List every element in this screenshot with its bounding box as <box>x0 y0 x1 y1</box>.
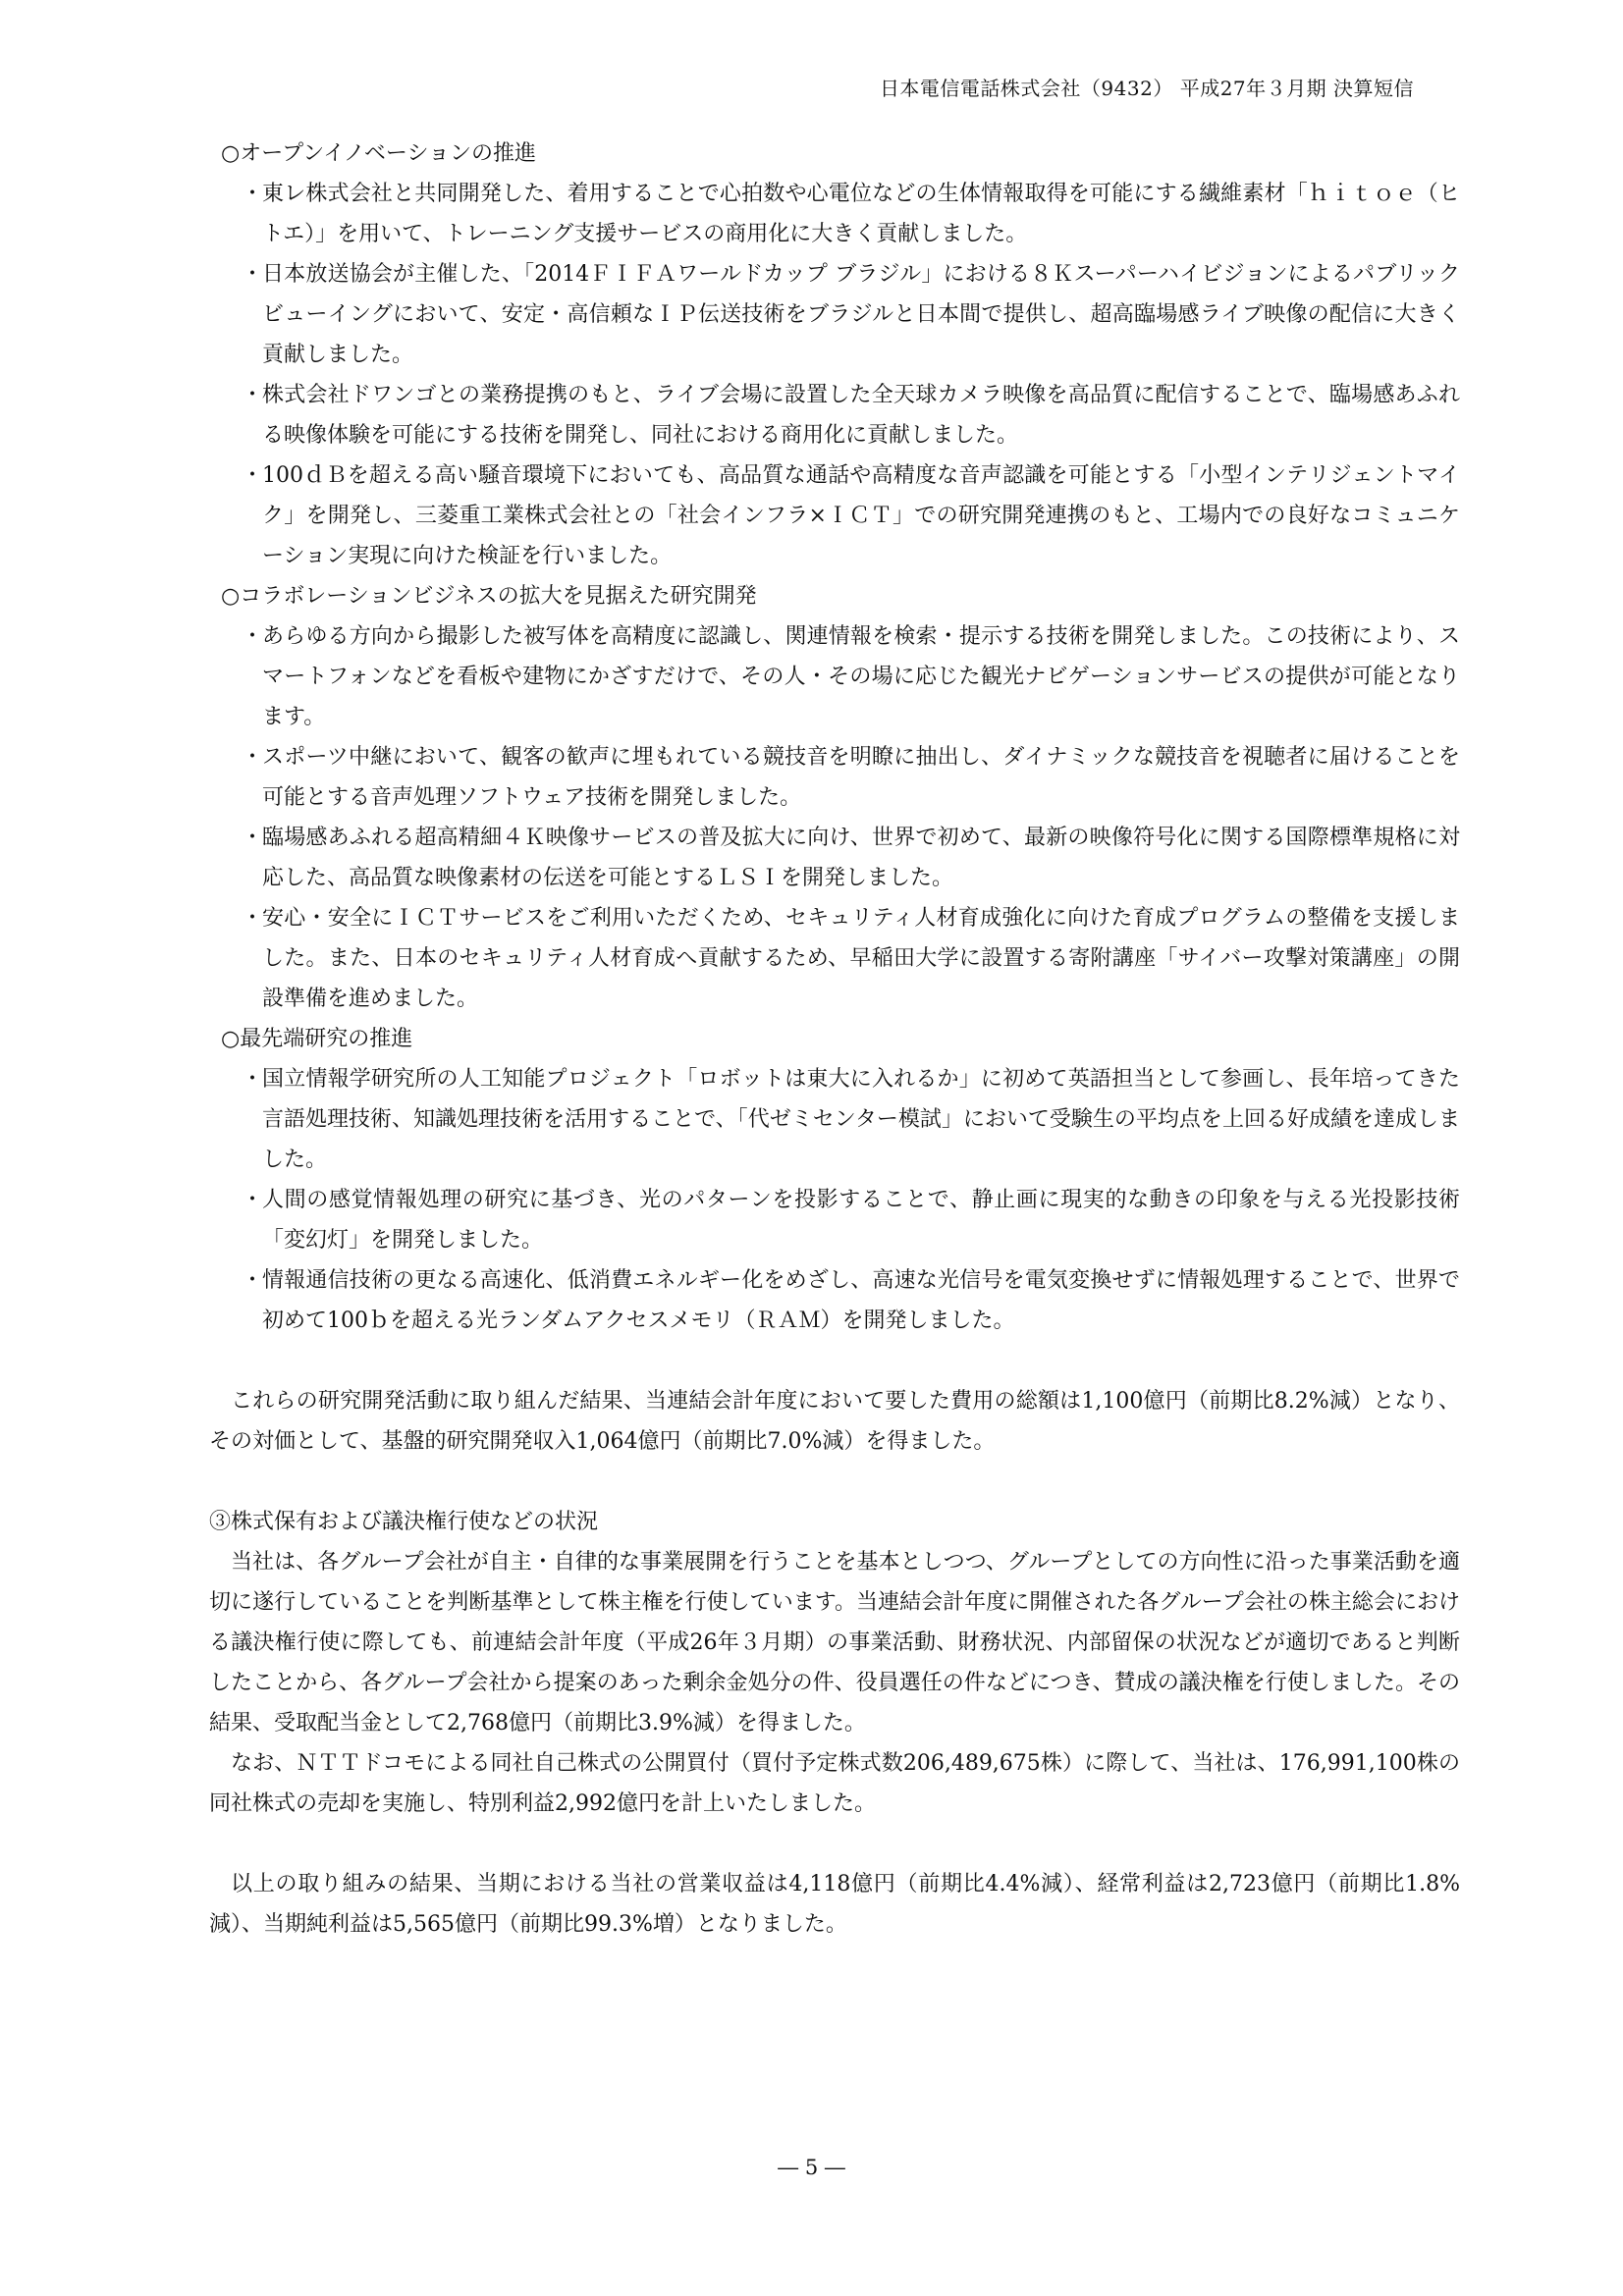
bullet-item: ・ 情報通信技術の更なる高速化、低消費エネルギー化をめざし、高速な光信号を電気変換せずに情報処理することで、世界で初めて100ｂを超える光ランダムアクセスメモリ（ＲＡＭ）を開発しました。 <box>209 1260 1460 1341</box>
page-header: 日本電信電話株式会社（9432） 平成27年３月期 決算短信 <box>879 77 1414 100</box>
section-collaboration-business <box>209 576 1460 1019</box>
shareholding-title: ③株式保有および議決権行使などの状況 <box>209 1510 599 1534</box>
section-heading: ○オープンイノベーションの推進 <box>221 141 537 166</box>
rd-summary-paragraph: これらの研究開発活動に取り組んだ結果、当連結会計年度において要した費用の総額は1,100億円（前期比8.2%減）となり、その対価として、基盤的研究開発収入1,064億円（前期比7.0%減）を得ました。 <box>209 1389 1460 1454</box>
page-number: ― 5 ― <box>778 2156 845 2179</box>
bullet-item: ・ 東レ株式会社と共同開発した、着用することで心拍数や心電位などの生体情報取得を可能にする繊維素材「ｈｉｔｏｅ（ヒトエ）」を用いて、トレーニング支援サービスの商用化に大きく貢献しました。 <box>209 174 1460 254</box>
results-paragraph: 以上の取り組みの結果、当期における当社の営業収益は4,118億円（前期比4.4%減）、経常利益は2,723億円（前期比1.8%減）、当期純利益は5,565億円（前期比99.3%増）となりました。 <box>209 1872 1460 1937</box>
page-content <box>209 133 1460 1945</box>
spacer <box>209 1824 1460 1864</box>
spacer <box>209 1462 1460 1502</box>
section-heading: ○最先端研究の推進 <box>221 1027 413 1051</box>
bullet-item: ・ 臨場感あふれる超高精細４Ｋ映像サービスの普及拡大に向け、世界で初めて、最新の映像符号化に関する国際標準規格に対応した、高品質な映像素材の伝送を可能とするＬＳＩを開発しました。 <box>209 818 1460 898</box>
section-heading: ○コラボレーションビジネスの拡大を見据えた研究開発 <box>221 584 757 609</box>
spacer <box>209 1341 1460 1381</box>
bullet-item: ・ 100ｄＢを超える高い騒音環境下においても、高品質な通話や高精度な音声認識を可能とする「小型インテリジェントマイク」を開発し、三菱重工業株式会社との「社会インフラ×ＩＣＴ」での研究開発連携のもと、工場内での良好なコミュニケーション実現に向けた検証を行いました。 <box>209 455 1460 576</box>
bullet-item: ・ 安心・安全にＩＣＴサービスをご利用いただくため、セキュリティ人材育成強化に向けた育成プログラムの整備を支援しました。また、日本のセキュリティ人材育成へ貢献するため、早稲田大学に設置する寄附講座「サイバー攻撃対策講座」の開設準備を進めました。 <box>209 898 1460 1019</box>
section-advanced-research <box>209 1019 1460 1341</box>
shareholding-paragraph: 当社は、各グループ会社が自主・自律的な事業展開を行うことを基本としつつ、グループとしての方向性に沿った事業活動を適切に遂行していることを判断基準として株主権を行使しています。当連結会計年度に開催された各グループ会社の株主総会における議決権行使に際しても、前連結会計年度（平成26年３月期）の事業活動、財務状況、内部留保の状況などが適切であると判断したことから、各グループ会社から提案のあった剰余金処分の件、役員選任の件などにつき、賛成の議決権を行使しました。その結果、受取配当金として2,768億円（前期比3.9%減）を得ました。 <box>209 1550 1460 1735</box>
bullet-item: ・ スポーツ中継において、観客の歓声に埋もれている競技音を明瞭に抽出し、ダイナミックな競技音を視聴者に届けることを可能とする音声処理ソフトウェア技術を開発しました。 <box>209 737 1460 818</box>
bullet-item: ・ 日本放送協会が主催した、「2014ＦＩＦＡワールドカップ ブラジル」における８Ｋスーパーハイビジョンによるパブリックビューイングにおいて、安定・高信頼なＩＰ伝送技術をブラジルと日本間で提供し、超高臨場感ライブ映像の配信に大きく貢献しました。 <box>209 254 1460 375</box>
tender-offer-paragraph: なお、ＮＴＴドコモによる同社自己株式の公開買付（買付予定株式数206,489,675株）に際して、当社は、176,991,100株の同社株式の売却を実施し、特別利益2,992億円を計上いたしました。 <box>209 1751 1460 1816</box>
bullet-item: ・ 株式会社ドワンゴとの業務提携のもと、ライブ会場に設置した全天球カメラ映像を高品質に配信することで、臨場感あふれる映像体験を可能にする技術を開発し、同社における商用化に貢献しました。 <box>209 375 1460 455</box>
section-open-innovation <box>209 133 1460 576</box>
bullet-item: ・ 国立情報学研究所の人工知能プロジェクト「ロボットは東大に入れるか」に初めて英語担当として参画し、長年培ってきた言語処理技術、知識処理技術を活用することで、「代ゼミセンター模試」において受験生の平均点を上回る好成績を達成しました。 <box>209 1059 1460 1180</box>
bullet-item: ・ 人間の感覚情報処理の研究に基づき、光のパターンを投影することで、静止画に現実的な動きの印象を与える光投影技術「変幻灯」を開発しました。 <box>209 1180 1460 1260</box>
bullet-item: ・ あらゆる方向から撮影した被写体を高精度に認識し、関連情報を検索・提示する技術を開発しました。この技術により、スマートフォンなどを看板や建物にかざすだけで、その人・その場に応じた観光ナビゲーションサービスの提供が可能となります。 <box>209 616 1460 737</box>
